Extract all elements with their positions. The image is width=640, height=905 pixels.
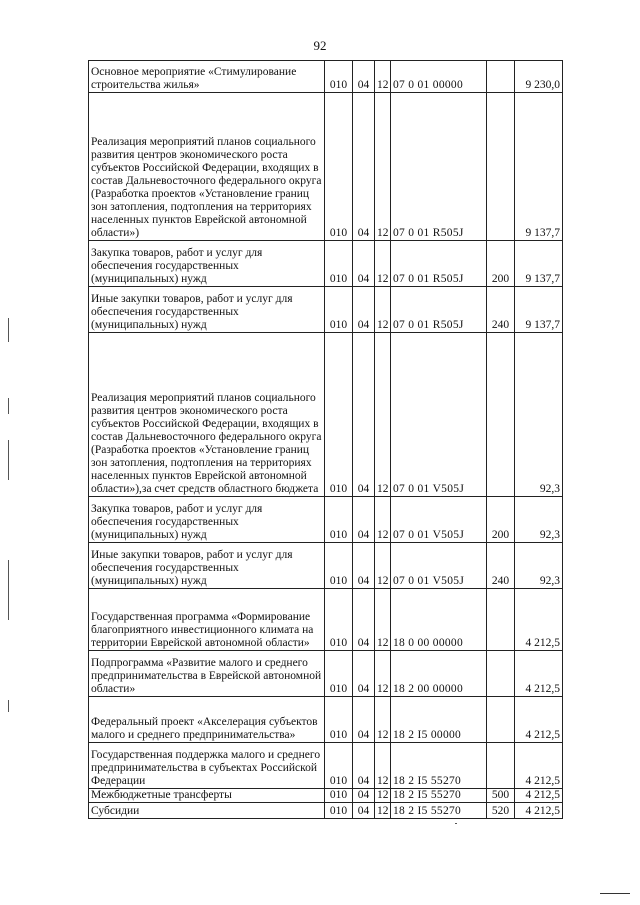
row-name-cell: Закупка товаров, работ и услуг для обеспечения государственных (муниципальных) нужд bbox=[89, 241, 325, 287]
row-name-cell: Подпрограмма «Развитие малого и среднего предпринимательства в Еврейской автономной области» bbox=[89, 651, 325, 697]
expense-type-cell bbox=[487, 697, 515, 743]
amount-cell: 4 212,5 bbox=[515, 589, 563, 651]
subsection-cell: 12 bbox=[375, 333, 391, 497]
table-row bbox=[89, 543, 563, 589]
subsection-cell: 12 bbox=[375, 543, 391, 589]
target-code-cell: 18 2 I5 00000 bbox=[391, 697, 487, 743]
table-row bbox=[89, 743, 563, 789]
row-name-cell: Иные закупки товаров, работ и услуг для обеспечения государственных (муниципальных) нужд bbox=[89, 287, 325, 333]
section-cell: 04 bbox=[353, 789, 375, 803]
scan-dot bbox=[455, 823, 457, 824]
table-row bbox=[89, 497, 563, 543]
grbs-cell: 010 bbox=[325, 589, 353, 651]
margin-mark bbox=[8, 560, 9, 620]
row-name-cell: Межбюджетные трансферты bbox=[89, 789, 325, 803]
target-code-cell: 18 2 I5 55270 bbox=[391, 803, 487, 819]
margin-mark bbox=[8, 440, 9, 480]
target-code-cell: 07 0 01 00000 bbox=[391, 61, 487, 93]
grbs-cell: 010 bbox=[325, 287, 353, 333]
amount-cell: 92,3 bbox=[515, 333, 563, 497]
expense-type-cell bbox=[487, 743, 515, 789]
expense-type-cell: 240 bbox=[487, 543, 515, 589]
row-name-cell: Закупка товаров, работ и услуг для обеспечения государственных (муниципальных) нужд bbox=[89, 497, 325, 543]
amount-cell: 9 137,7 bbox=[515, 287, 563, 333]
section-cell: 04 bbox=[353, 743, 375, 789]
grbs-cell: 010 bbox=[325, 543, 353, 589]
expense-type-cell bbox=[487, 61, 515, 93]
subsection-cell: 12 bbox=[375, 651, 391, 697]
subsection-cell: 12 bbox=[375, 743, 391, 789]
amount-cell: 92,3 bbox=[515, 543, 563, 589]
expense-type-cell: 240 bbox=[487, 287, 515, 333]
subsection-cell: 12 bbox=[375, 697, 391, 743]
row-name-cell: Основное мероприятие «Стимулирование строительства жилья» bbox=[89, 61, 325, 93]
section-cell: 04 bbox=[353, 803, 375, 819]
row-name-cell: Субсидии bbox=[89, 803, 325, 819]
budget-table-body bbox=[89, 61, 563, 819]
subsection-cell: 12 bbox=[375, 589, 391, 651]
section-cell: 04 bbox=[353, 93, 375, 241]
target-code-cell: 07 0 01 R505J bbox=[391, 287, 487, 333]
amount-cell: 92,3 bbox=[515, 497, 563, 543]
grbs-cell: 010 bbox=[325, 789, 353, 803]
target-code-cell: 07 0 01 V505J bbox=[391, 497, 487, 543]
margin-mark bbox=[8, 398, 9, 414]
table-row bbox=[89, 789, 563, 803]
expense-type-cell bbox=[487, 93, 515, 241]
amount-cell: 4 212,5 bbox=[515, 651, 563, 697]
subsection-cell: 12 bbox=[375, 803, 391, 819]
amount-cell: 4 212,5 bbox=[515, 789, 563, 803]
expense-type-cell: 200 bbox=[487, 241, 515, 287]
row-name-cell: Реализация мероприятий планов социального развития центров экономического роста субъектов Российской Федерации, входящих в состав Дальневосточного федерального округа (Разработка проектов «Установление границ зон затопления, подтопления на территориях населенных пунктов Еврейской автономной области»),за счет средств областного бюджета bbox=[89, 333, 325, 497]
budget-table bbox=[88, 60, 563, 819]
target-code-cell: 18 0 00 00000 bbox=[391, 589, 487, 651]
row-name-cell: Федеральный проект «Акселерация субъектов малого и среднего предпринимательства» bbox=[89, 697, 325, 743]
amount-cell: 4 212,5 bbox=[515, 803, 563, 819]
grbs-cell: 010 bbox=[325, 651, 353, 697]
expense-type-cell bbox=[487, 333, 515, 497]
table-row bbox=[89, 697, 563, 743]
grbs-cell: 010 bbox=[325, 333, 353, 497]
table-row bbox=[89, 93, 563, 241]
table-row bbox=[89, 287, 563, 333]
section-cell: 04 bbox=[353, 333, 375, 497]
amount-cell: 4 212,5 bbox=[515, 697, 563, 743]
target-code-cell: 18 2 00 00000 bbox=[391, 651, 487, 697]
footer-rule bbox=[600, 893, 630, 894]
expense-type-cell: 500 bbox=[487, 789, 515, 803]
expense-type-cell bbox=[487, 651, 515, 697]
target-code-cell: 07 0 01 R505J bbox=[391, 93, 487, 241]
row-name-cell: Иные закупки товаров, работ и услуг для обеспечения государственных (муниципальных) нужд bbox=[89, 543, 325, 589]
subsection-cell: 12 bbox=[375, 241, 391, 287]
table-row bbox=[89, 589, 563, 651]
row-name-cell: Реализация мероприятий планов социального развития центров экономического роста субъектов Российской Федерации, входящих в состав Дальневосточного федерального округа (Разработка проектов «Установление границ зон затопления, подтопления на территориях населенных пунктов Еврейской автономной области») bbox=[89, 93, 325, 241]
section-cell: 04 bbox=[353, 651, 375, 697]
grbs-cell: 010 bbox=[325, 743, 353, 789]
target-code-cell: 18 2 I5 55270 bbox=[391, 789, 487, 803]
grbs-cell: 010 bbox=[325, 241, 353, 287]
grbs-cell: 010 bbox=[325, 497, 353, 543]
table-row bbox=[89, 61, 563, 93]
target-code-cell: 07 0 01 R505J bbox=[391, 241, 487, 287]
amount-cell: 9 137,7 bbox=[515, 93, 563, 241]
subsection-cell: 12 bbox=[375, 789, 391, 803]
row-name-cell: Государственная программа «Формирование благоприятного инвестиционного климата на территории Еврейской автономной области» bbox=[89, 589, 325, 651]
margin-mark bbox=[8, 318, 9, 342]
expense-type-cell bbox=[487, 589, 515, 651]
section-cell: 04 bbox=[353, 697, 375, 743]
margin-mark bbox=[8, 700, 9, 712]
section-cell: 04 bbox=[353, 589, 375, 651]
expense-type-cell: 200 bbox=[487, 497, 515, 543]
subsection-cell: 12 bbox=[375, 287, 391, 333]
section-cell: 04 bbox=[353, 497, 375, 543]
expense-type-cell: 520 bbox=[487, 803, 515, 819]
amount-cell: 4 212,5 bbox=[515, 743, 563, 789]
section-cell: 04 bbox=[353, 543, 375, 589]
page-number: 92 bbox=[313, 38, 327, 53]
target-code-cell: 18 2 I5 55270 bbox=[391, 743, 487, 789]
table-row bbox=[89, 803, 563, 819]
subsection-cell: 12 bbox=[375, 61, 391, 93]
section-cell: 04 bbox=[353, 241, 375, 287]
section-cell: 04 bbox=[353, 287, 375, 333]
table-row bbox=[89, 333, 563, 497]
grbs-cell: 010 bbox=[325, 697, 353, 743]
table-row bbox=[89, 241, 563, 287]
grbs-cell: 010 bbox=[325, 803, 353, 819]
table-row bbox=[89, 651, 563, 697]
amount-cell: 9 137,7 bbox=[515, 241, 563, 287]
target-code-cell: 07 0 01 V505J bbox=[391, 333, 487, 497]
target-code-cell: 07 0 01 V505J bbox=[391, 543, 487, 589]
grbs-cell: 010 bbox=[325, 93, 353, 241]
subsection-cell: 12 bbox=[375, 497, 391, 543]
amount-cell: 9 230,0 bbox=[515, 61, 563, 93]
row-name-cell: Государственная поддержка малого и среднего предпринимательства в субъектах Российской Федерации bbox=[89, 743, 325, 789]
section-cell: 04 bbox=[353, 61, 375, 93]
subsection-cell: 12 bbox=[375, 93, 391, 241]
grbs-cell: 010 bbox=[325, 61, 353, 93]
